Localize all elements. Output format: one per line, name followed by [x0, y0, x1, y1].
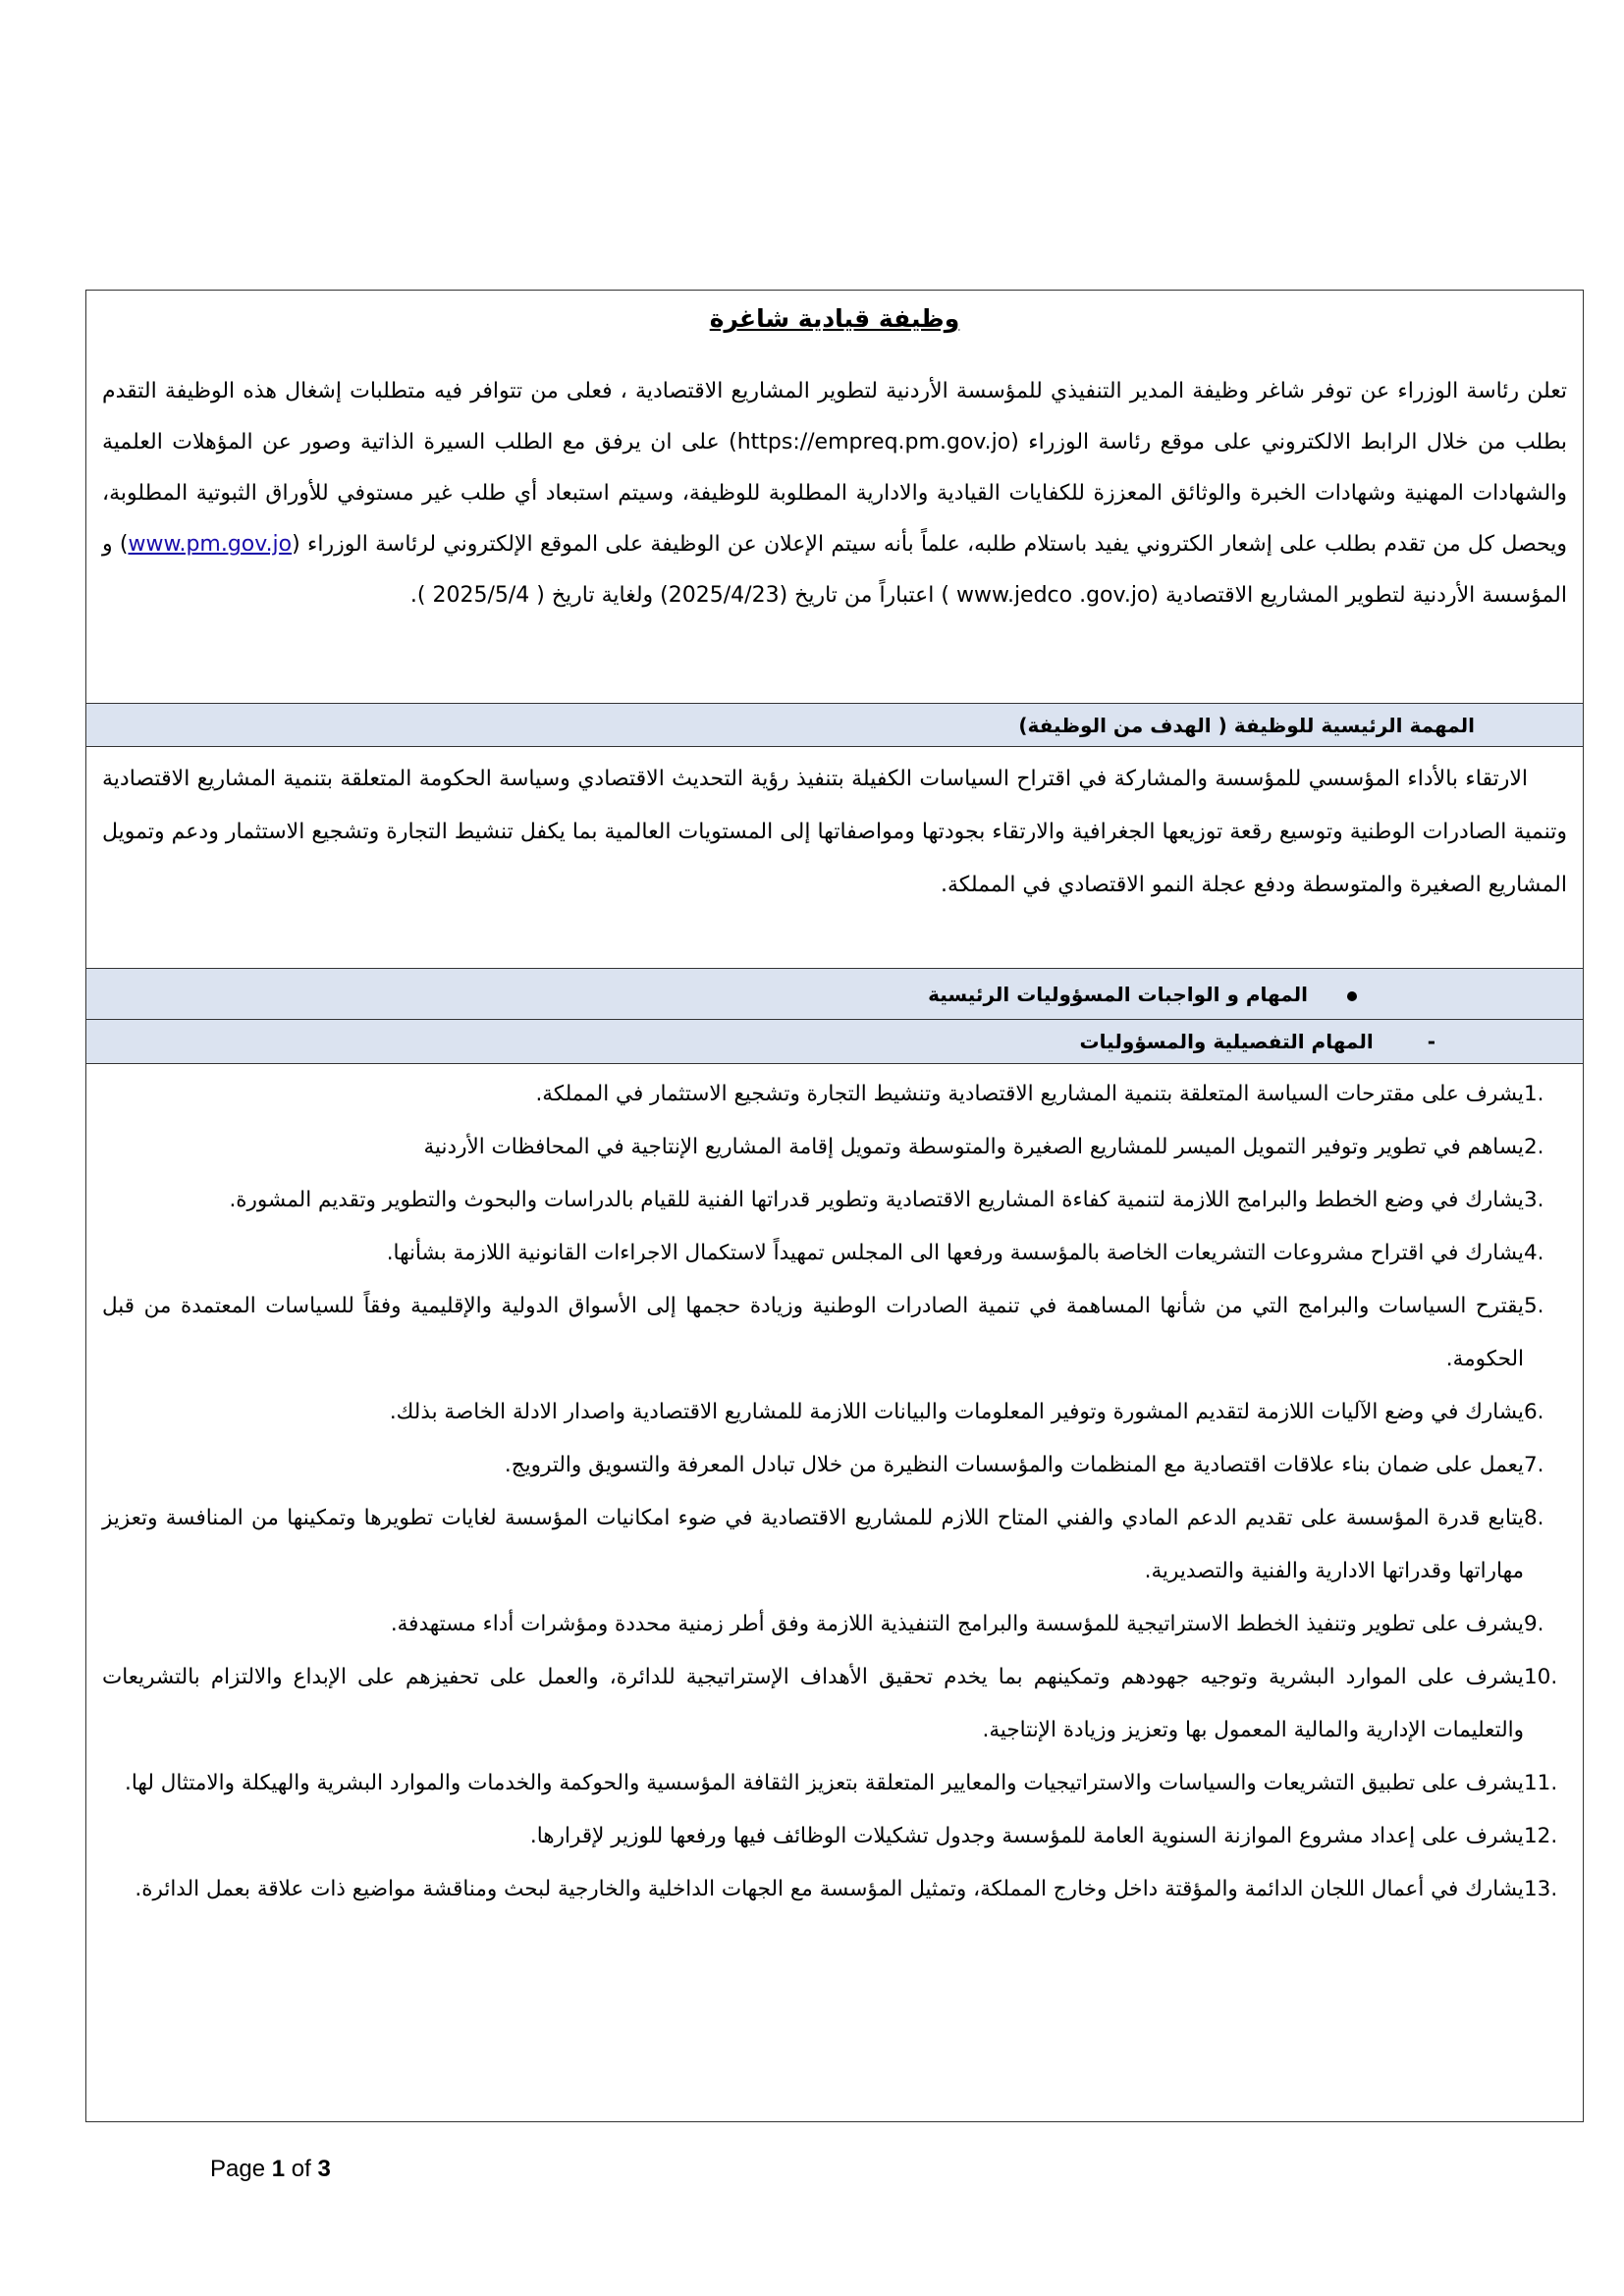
item-text: يشرف على الموارد البشرية وتوجيه جهودهم وتمكينهم بما يخدم تحقيق الأهداف الإستراتيجية للدائرة، والعمل على تحفيزهم على الإبداع والالتزام بالتشريعات والتعليمات الإدارية والمالية المعمول بها وتعزيز وزيادة الإنتاجية. [102, 1665, 1524, 1742]
list-item [102, 1280, 1567, 1386]
bullet-icon [1347, 991, 1357, 1001]
pm-website-link[interactable]: www.pm.gov.jo [128, 532, 293, 557]
item-text: يشارك في اقتراح مشروعات التشريعات الخاصة بالمؤسسة ورفعها الى المجلس تمهيداً لاستكمال الاجراءات القانونية اللازمة بشأنها. [386, 1241, 1524, 1265]
item-number: 10. [1524, 1665, 1558, 1689]
footer-prefix: Page [210, 2156, 272, 2182]
item-number: 13. [1524, 1877, 1558, 1901]
intro-section [86, 291, 1583, 704]
item-text: يشرف على تطبيق التشريعات والسياسات والاستراتيجيات والمعايير المتعلقة بتعزيز الثقافة المؤسسية والحوكمة والخدمات والموارد البشرية والهيكلة والامتثال لها. [125, 1771, 1524, 1795]
objective-header: المهمة الرئيسية للوظيفة ( الهدف من الوظيفة) [86, 704, 1583, 747]
item-text: يتابع قدرة المؤسسة على تقديم الدعم المادي والفني المتاح اللازم للمشاريع الاقتصادية في ضوء امكانيات المؤسسة لغايات تطويرها وتمكينها من المنافسة وتعزيز مهاراتها وقدراتها الادارية والفنية والتصديرية. [102, 1506, 1524, 1583]
item-text: يشارك في أعمال اللجان الدائمة والمؤقتة داخل وخارج المملكة، وتمثيل المؤسسة مع الجهات الداخلية والخارجية لبحث ومناقشة مواضيع ذات علاقة بعمل الدائرة. [135, 1877, 1524, 1901]
list-item [102, 1651, 1567, 1757]
item-number: 12. [1524, 1824, 1558, 1848]
intro-text-1: تعلن رئاسة الوزراء عن توفر شاغر وظيفة المدير التنفيذي للمؤسسة الأردنية لتطوير المشاريع الاقتصادية ، فعلى من تتوافر فيه متطلبات إشغال هذه الوظيفة التقدم بطلب من خلال الرابط الالكتروني على موقع رئاسة الوزراء (https://empreq.pm.gov.jo) على ان يرفق مع الطلب السيرة الذاتية وصور عن المؤهلات العلمية والشهادات المهنية وشهادات الخبرة والوثائق المعززة للكفايات القيادية والادارية المطلوبة للوظيفة، وسيتم استبعاد أي طلب غير مستوفي للأوراق الثبوتية المطلوبة، ويحصل كل من تقدم بطلب على إشعار الكتروني يفيد باستلام طلبه، علماً بأنه سيتم الإعلان عن الوظيفة على الموقع الإلكتروني لرئاسة الوزراء ( [102, 379, 1568, 557]
item-text: يشرف على إعداد مشروع الموازنة السنوية العامة للمؤسسة وجدول تشكيلات الوظائف فيها ورفعها للوزير لإقرارها. [529, 1824, 1524, 1848]
list-item [102, 1810, 1567, 1863]
list-item [102, 1386, 1567, 1439]
list-item [102, 1757, 1567, 1810]
list-item [102, 1227, 1567, 1280]
duties-list [86, 1064, 1583, 2121]
list-item [102, 1863, 1567, 1916]
duties-header-label: المهام و الواجبات المسؤوليات الرئيسية [928, 983, 1308, 1006]
objective-text: الارتقاء بالأداء المؤسسي للمؤسسة والمشاركة في اقتراح السياسات الكفيلة بتنفيذ رؤية التحديث الاقتصادي وسياسة الحكومة المتعلقة بتنمية المشاريع الاقتصادية وتنمية الصادرات الوطنية وتوسيع رقعة توزيعها الجغرافية والارتقاء بجودتها ومواصفاتها إلى المستويات العالمية بما يكفل تنشيط التجارة وتشجيع الاستثمار ودعم وتمويل المشاريع الصغيرة والمتوسطة ودفع عجلة النمو الاقتصادي في المملكة. [102, 767, 1567, 897]
list-item [102, 1174, 1567, 1227]
item-text: يشارك في وضع الآليات اللازمة لتقديم المشورة وتوفير المعلومات والبيانات اللازمة للمشاريع الاقتصادية واصدار الادلة الخاصة بذلك. [389, 1400, 1524, 1424]
item-text: يشرف على تطوير وتنفيذ الخطط الاستراتيجية للمؤسسة والبرامج التنفيذية اللازمة وفق أطر زمنية محددة ومؤشرات أداء مستهدفة. [390, 1612, 1524, 1636]
item-text: يساهم في تطوير وتوفير التمويل الميسر للمشاريع الصغيرة والمتوسطة وتمويل إقامة المشاريع الإنتاجية في المحافظات الأردنية [423, 1135, 1524, 1159]
current-page: 1 [271, 2156, 286, 2182]
item-text: يشرف على مقترحات السياسة المتعلقة بتنمية المشاريع الاقتصادية وتنشيط التجارة وتشجيع الاستثمار في المملكة. [535, 1082, 1524, 1106]
page-footer [210, 2156, 331, 2183]
list-item [102, 1492, 1567, 1598]
page-title: وظيفة قيادية شاغرة [709, 304, 960, 333]
footer-of: of [285, 2156, 318, 2182]
item-number: 8. [1524, 1506, 1544, 1530]
item-number: 3. [1524, 1188, 1544, 1212]
intro-text-2: ) و المؤسسة الأردنية لتطوير المشاريع الاقتصادية (www.jedco .gov.jo ) اعتباراً من تاريخ (2025/4/23) ولغاية تاريخ ( 2025/5/4 ). [102, 532, 1567, 608]
duties-header [86, 969, 1583, 1020]
item-number: 1. [1524, 1082, 1544, 1106]
item-number: 9. [1524, 1612, 1544, 1636]
list-item [102, 1121, 1567, 1174]
list-item [102, 1439, 1567, 1492]
item-text: يقترح السياسات والبرامج التي من شأنها المساهمة في تنمية الصادرات الوطنية وزيادة حجمها إلى الأسواق الدولية والإقليمية وفقاً للسياسات المعتمدة من قبل الحكومة. [102, 1294, 1524, 1371]
item-text: يشارك في وضع الخطط والبرامج اللازمة لتنمية كفاءة المشاريع الاقتصادية وتطوير قدراتها الفنية للقيام بالدراسات والبحوث والتطوير وتقديم المشورة. [229, 1188, 1524, 1212]
item-number: 7. [1524, 1453, 1544, 1477]
intro-paragraph [102, 366, 1567, 621]
objective-section [86, 747, 1583, 969]
list-item [102, 1068, 1567, 1121]
list-item [102, 1598, 1567, 1651]
item-number: 4. [1524, 1241, 1544, 1265]
item-number: 6. [1524, 1400, 1544, 1424]
item-number: 5. [1524, 1294, 1544, 1318]
item-number: 11. [1524, 1771, 1558, 1795]
detailed-duties-header [86, 1020, 1583, 1064]
item-number: 2. [1524, 1135, 1544, 1159]
dash-icon: - [1427, 1030, 1435, 1053]
job-announcement-table [85, 290, 1584, 2122]
total-pages: 3 [317, 2156, 331, 2182]
detailed-header-label: المهام التفصيلية والمسؤوليات [1079, 1030, 1374, 1053]
item-text: يعمل على ضمان بناء علاقات اقتصادية مع المنظمات والمؤسسات النظيرة من خلال تبادل المعرفة والتسويق والترويج. [504, 1453, 1524, 1477]
